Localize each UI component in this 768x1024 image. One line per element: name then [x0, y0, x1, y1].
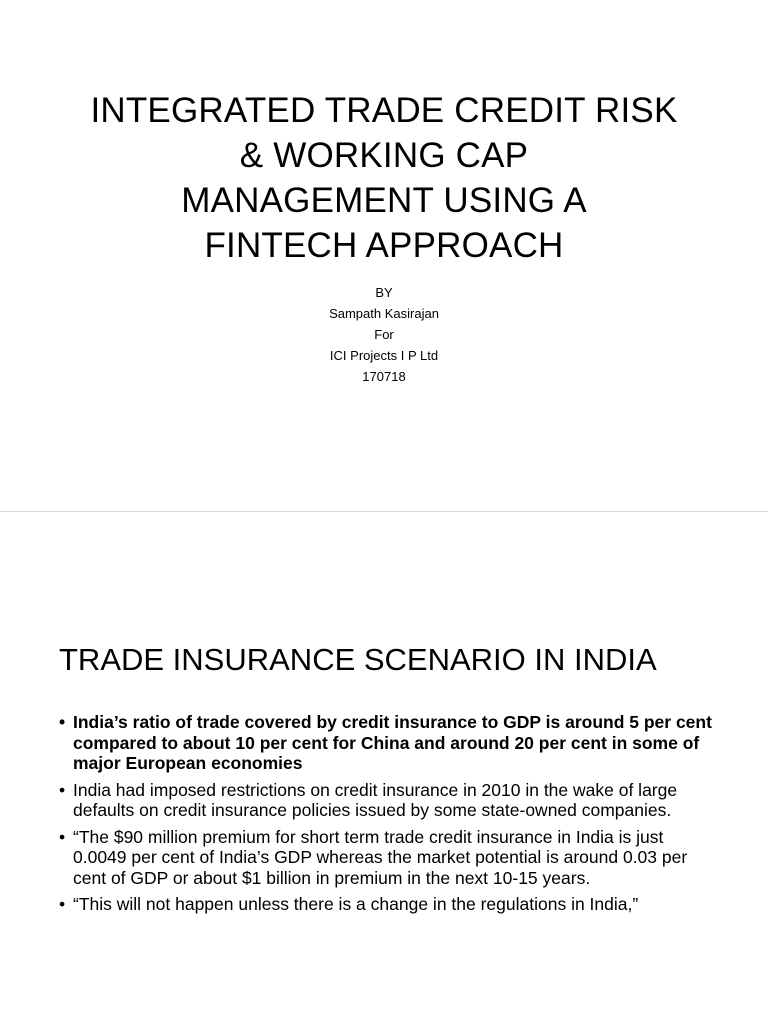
presentation-title [40, 88, 728, 268]
presentation-subtitle [0, 282, 768, 387]
bullet-item-1: • India’s ratio of trade covered by credit insurance to GDP is around 5 per cent compared to about 10 per cent for China and around 20 per cent in some of major European economies [59, 712, 719, 774]
title-line-1: INTEGRATED TRADE CREDIT RISK [90, 91, 678, 130]
bullet-item-3: • “The $90 million premium for short term trade credit insurance in India is just 0.0049 per cent of India’s GDP whereas the market potential is around 0.03 per cent of GDP or about $1 billion in premium in the next 10-15 years. [59, 827, 719, 889]
title-line-3: MANAGEMENT USING A [181, 181, 587, 220]
bullet-item-4: • “This will not happen unless there is a change in the regulations in India,” [59, 894, 719, 915]
slide-heading: TRADE INSURANCE SCENARIO IN INDIA [59, 642, 657, 677]
bullet-item-2: • India had imposed restrictions on credit insurance in 2010 in the wake of large defaults on credit insurance policies issued by some state-owned companies. [59, 780, 719, 821]
subtitle-organization: ICI Projects I P Ltd [329, 348, 439, 363]
subtitle-author: Sampath Kasirajan [329, 306, 439, 321]
subtitle-by: BY [375, 285, 393, 300]
bullet-list [59, 712, 719, 921]
title-line-2: & WORKING CAP [239, 136, 529, 175]
title-line-4: FINTECH APPROACH [204, 226, 564, 265]
subtitle-code: 170718 [362, 369, 406, 384]
subtitle-for: For [374, 327, 394, 342]
